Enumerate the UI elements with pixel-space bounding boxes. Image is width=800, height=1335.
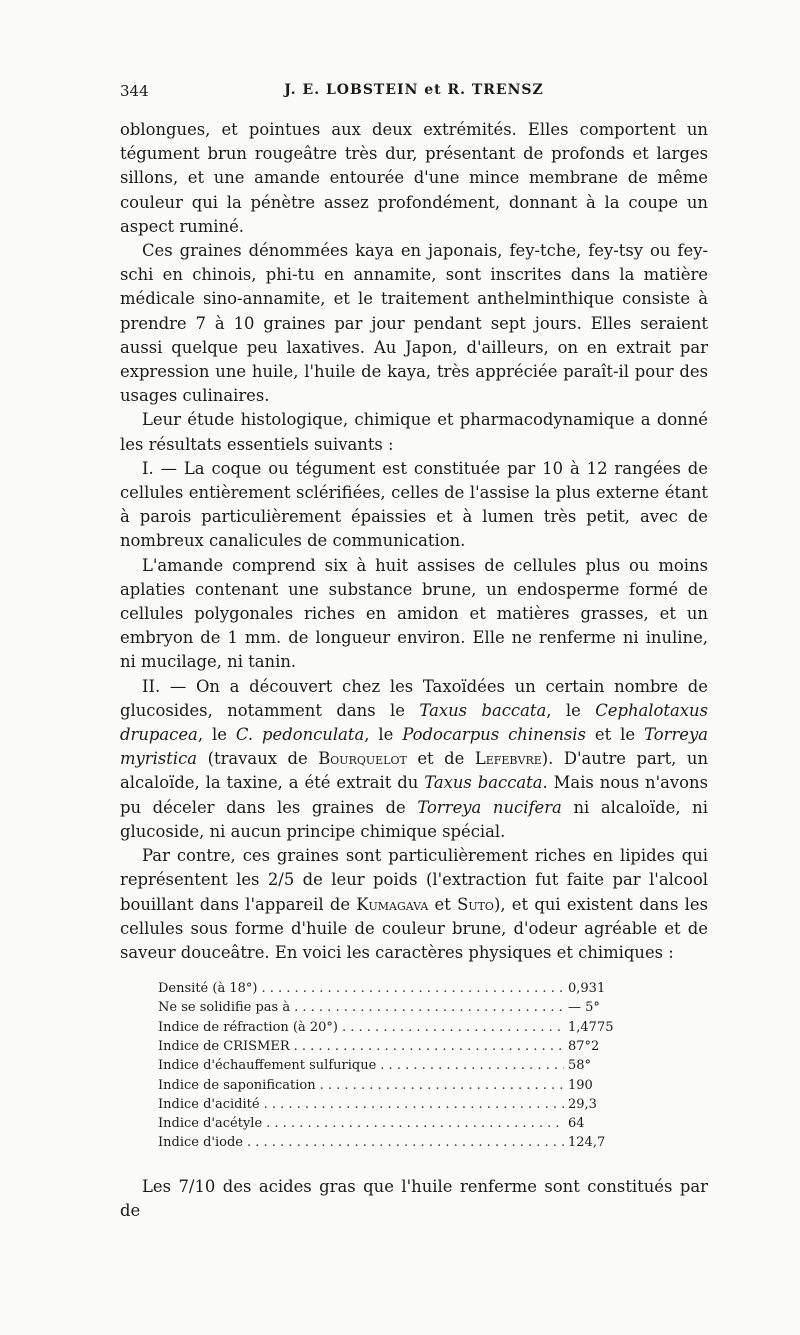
author-name: Suto <box>457 894 494 914</box>
author-name: Lefebvre <box>474 749 542 769</box>
species-name: Torreya nucifera <box>417 797 562 817</box>
property-row <box>158 1018 628 1037</box>
property-label: Indice de réfraction (à 20°) <box>158 1019 338 1035</box>
dot-leader <box>294 998 564 1017</box>
property-row <box>158 1056 628 1075</box>
paragraph-8: Les 7/10 des acides gras que l'huile renferme sont constitués par de <box>120 1176 708 1220</box>
text-run: et <box>428 894 458 914</box>
dot-leader <box>266 1114 564 1133</box>
property-value: 29,3 <box>568 1096 597 1112</box>
species-name: Cephalotaxus drupacea <box>120 700 708 745</box>
page-header <box>120 82 708 104</box>
paragraph-5: L'amande comprend six à huit assises de cellules plus ou moins aplaties contenant une substance brune, un endosperme formé de cellules polygonales riches en amidon et matières grasses, et un embryon de 1 mm. de longueur environ. Elle ne renferme ni inuline, ni mucilage, ni tanin. <box>120 555 708 672</box>
text-run: Par contre, ces graines sont particulièrement riches en lipides qui représentent les 2/5 de leur poids (l'extraction fut faite par l'alcool bouillant dans l'appareil de <box>120 846 708 914</box>
property-value: 0,931 <box>568 981 606 997</box>
paragraph-1: oblongues, et pointues aux deux extrémités. Elles comportent un tégument brun rougeâtre très dur, présentant de profonds et larges sillons, et une amande entourée d'une mince membrane de même couleur qui la pénètre assez profondément, donnant à la coupe un aspect ruminé. <box>120 120 708 236</box>
property-value: 190 <box>568 1077 593 1093</box>
property-label: Indice d'acidité <box>158 1096 260 1112</box>
dot-leader <box>380 1056 564 1075</box>
author-name: Bourquelot <box>318 749 407 769</box>
text-run: ni alcaloïde, ni glucoside, ni aucun principe chimique spécial. <box>120 797 708 841</box>
page-number: 344 <box>120 82 149 100</box>
property-row <box>158 1133 628 1152</box>
dot-leader <box>247 1133 564 1152</box>
property-label: Ne se solidifie pas à <box>158 1000 291 1016</box>
property-label: Indice de CRISMER <box>158 1039 290 1054</box>
paragraph-4: I. — La coque ou tégument est constituée par 10 à 12 rangées de cellules entièrement sclérifiées, celles de l'assise la plus externe étant à parois particulièrement épaissies et à lumen très petit, avec de nombreux canalicules de communication. <box>120 458 708 551</box>
dot-leader <box>342 1018 564 1037</box>
page <box>120 82 708 1223</box>
property-row <box>158 998 628 1017</box>
dot-leader <box>294 1037 564 1056</box>
property-value: 64 <box>568 1116 585 1132</box>
property-row <box>158 1114 628 1133</box>
property-row <box>158 979 628 998</box>
property-label: Indice d'échauffement sulfurique <box>158 1058 377 1074</box>
paragraph-6 <box>120 675 708 844</box>
text-run: ). D'autre part, un alcaloïde, la taxine, a été extrait du <box>120 749 709 793</box>
property-row <box>158 1037 628 1056</box>
paragraph-7 <box>120 844 708 965</box>
property-label: Indice d'iode <box>158 1135 243 1151</box>
text-run: et le <box>585 725 645 745</box>
property-value: 124,7 <box>568 1135 606 1151</box>
property-row <box>158 1095 628 1114</box>
paragraph-3: Leur étude histologique, chimique et pharmacodynamique a donné les résultats essentiels suivants : <box>120 410 708 454</box>
species-name: Taxus baccata <box>419 700 547 720</box>
dot-leader <box>264 1095 564 1114</box>
property-label: Indice d'acétyle <box>158 1116 263 1132</box>
species-name: Taxus baccata <box>424 773 543 793</box>
species-name: Torreya myristica <box>120 725 709 769</box>
property-value: — 5° <box>568 1000 600 1016</box>
paragraph-2: Ces graines dénommées kaya en japonais, fey-tche, fey-tsy ou fey-schi en chinois, phi-tu en annamite, sont inscrites dans la matière médicale sino-annamite, et le traitement anthelminthique consiste à prendre 7 à 10 graines par jour pendant sept jours. Elles seraient aussi quelque peu laxatives. Au Japon, d'ailleurs, on en extrait par expression une huile, l'huile de kaya, très appréciée paraît-il pour des usages culinaires. <box>120 241 708 406</box>
text-run: II. — On a découvert chez les Taxoïdées un certain nombre de glucosides, notamment dans le <box>120 676 708 720</box>
property-value: 87°2 <box>568 1039 600 1054</box>
properties-list <box>158 979 628 1153</box>
dot-leader <box>261 979 564 998</box>
property-label: Indice de saponification <box>158 1077 316 1093</box>
author-name: Kumagava <box>356 894 429 914</box>
property-row <box>158 1076 628 1095</box>
text-run: . Mais nous n'avons pu déceler dans les graines de <box>120 773 708 817</box>
text-run: et de <box>406 749 475 769</box>
dot-leader <box>320 1076 564 1095</box>
running-head: J. E. LOBSTEIN et R. TRENSZ <box>284 82 544 98</box>
species-name: Podocarpus chinensis <box>402 725 586 745</box>
text-run: , le <box>546 700 596 720</box>
text-run: , le <box>364 725 403 745</box>
property-label: Densité (à 18°) <box>158 981 258 997</box>
species-name: C. pedonculata <box>235 725 365 745</box>
text-run: ), et qui existent dans les cellules sous forme d'huile de couleur brune, d'odeur agréable et de saveur douceâtre. En voici les caractères physiques et chimiques : <box>120 894 708 962</box>
property-value: 1,4775 <box>568 1019 614 1035</box>
text-run: (travaux de <box>197 749 319 769</box>
text-run: , le <box>197 725 236 745</box>
property-value: 58° <box>568 1058 592 1074</box>
